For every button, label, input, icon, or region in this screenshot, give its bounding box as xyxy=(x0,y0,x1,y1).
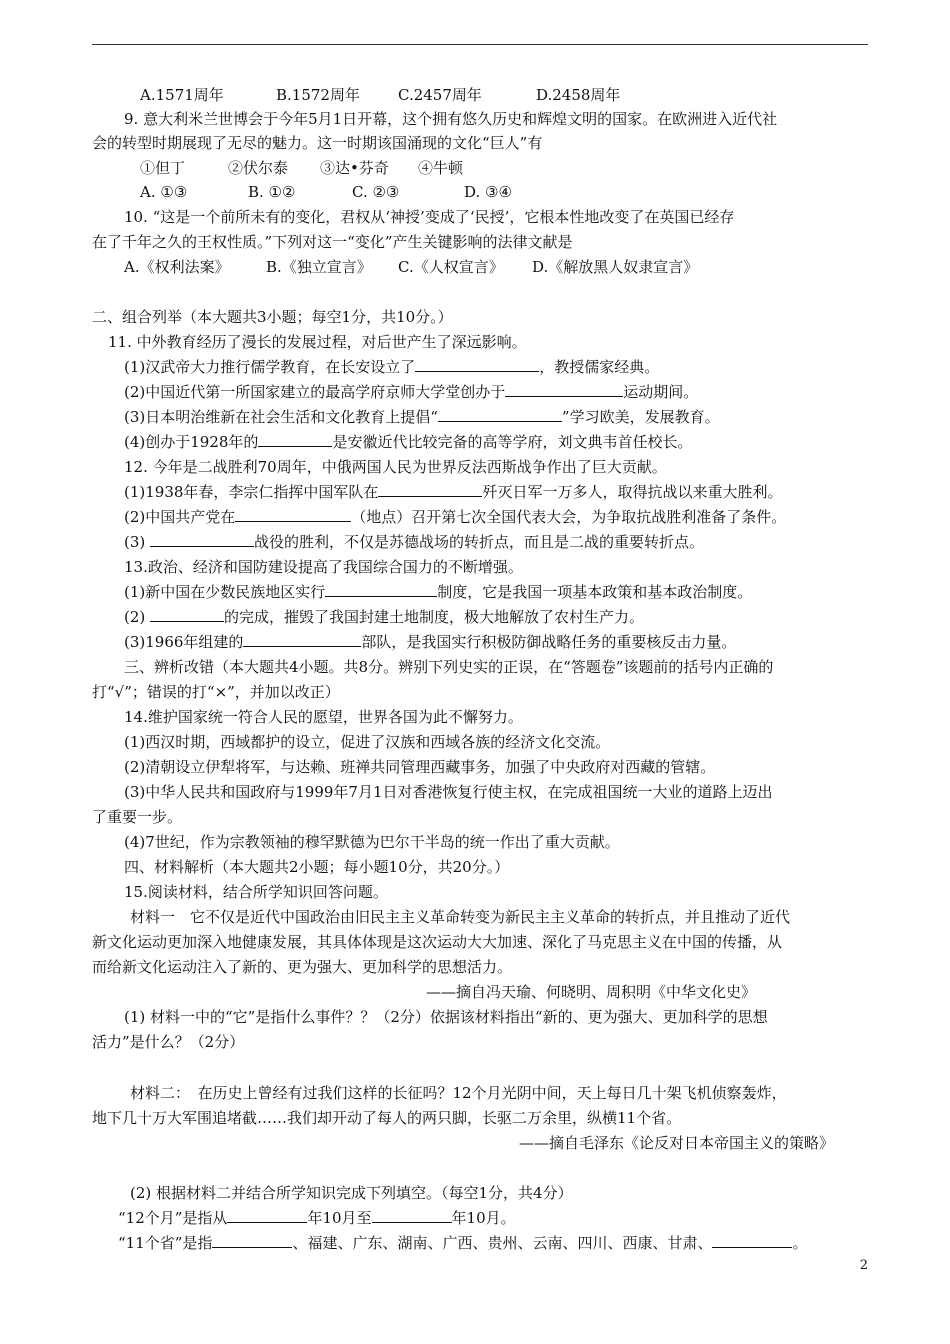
statement: (3)中华人民共和国政府与1999年7月1日对香港恢复行使主权，在完成祖国统一大业的道路上迈出 xyxy=(124,783,773,801)
fill-blank-line: “12个月”是指从 年10月至 年10月。 xyxy=(118,1209,516,1227)
fill-blank-line: (1)1938年春，李宗仁指挥中国军队在 歼灭日军一万多人，取得抗战以来重大胜利。 xyxy=(124,483,783,501)
q10-line: 在了千年之久的王权性质。”下列对这一“变化”产生关键影响的法律文献是 xyxy=(92,233,573,251)
q8-options: A.1571周年 B.1572周年 C.2457周年 D.2458周年 xyxy=(140,86,621,104)
fill-blank-line: (1)汉武帝大力推行儒学教育，在长安设立了 ，教授儒家经典。 xyxy=(124,358,660,376)
question: (1) 材料一中的“它”是指什么事件？？（2分）依据该材料指出“新的、更为强大、更加科学的思想 xyxy=(124,1008,768,1026)
fill-blank-line: (3) 战役的胜利，不仅是苏德战场的转折点，而且是二战的重要转折点。 xyxy=(124,533,705,551)
section-heading: 二、组合列举（本大题共3小题；每空1分，共10分。） xyxy=(92,308,453,326)
answer-blank xyxy=(150,532,254,547)
answer-blank xyxy=(227,1208,307,1223)
material-source: ——摘自毛泽东《论反对日本帝国主义的策略》 xyxy=(519,1134,835,1152)
q10-line: 10. “这是一个前所未有的变化，君权从‘神授’变成了‘民授’，它根本性地改变了在英国已经存 xyxy=(124,208,735,226)
question: 14.维护国家统一符合人民的愿望，世界各国为此不懈努力。 xyxy=(124,708,523,726)
q9-options: A. ①③ B. ①② C. ②③ D. ③④ xyxy=(140,183,512,201)
q9-items: ①但丁 ②伏尔泰 ③达•芬奇 ④牛顿 xyxy=(140,159,464,177)
answer-blank xyxy=(243,632,361,647)
answer-blank xyxy=(378,482,482,497)
page-number: 2 xyxy=(859,1258,868,1273)
question: 15.阅读材料，结合所学知识回答问题。 xyxy=(124,883,388,901)
statement: 了重要一步。 xyxy=(92,808,183,826)
answer-blank xyxy=(258,432,332,447)
section-heading: 三、辨析改错（本大题共4小题。共8分。辨别下列史实的正误，在“答题卷”该题前的括号内正确的 xyxy=(124,658,774,676)
q9-line: 9. 意大利米兰世博会于今年5月1日开幕，这个拥有悠久历史和辉煌文明的国家。在欧洲进入近代社 xyxy=(124,110,778,128)
answer-blank xyxy=(505,382,623,397)
answer-blank xyxy=(438,407,562,422)
answer-blank xyxy=(415,357,539,372)
fill-blank-line: (3)日本明治维新在社会生活和文化教育上提倡“ ”学习欧美，发展教育。 xyxy=(124,408,720,426)
section-heading: 四、材料解析（本大题共2小题；每小题10分，共20分。） xyxy=(124,858,510,876)
fill-blank-line: (2)中国共产党在 （地点）召开第七次全国代表大会，为争取抗战胜利准备了条件。 xyxy=(124,508,787,526)
material-text: 材料二： 在历史上曾经有过我们这样的长征吗？12个月光阴中间，天上每日几十架飞机侦察轰炸， xyxy=(130,1084,787,1102)
answer-blank xyxy=(325,582,437,597)
q9-line: 会的转型时期展现了无尽的魅力。这一时期该国涌现的文化“巨人”有 xyxy=(92,134,543,152)
question: 13.政治、经济和国防建设提高了我国综合国力的不断增强。 xyxy=(124,558,523,576)
question: 11. 中外教育经历了漫长的发展过程，对后世产生了深远影响。 xyxy=(108,333,527,351)
q10-options: A.《权利法案》 B.《独立宣言》 C.《人权宣言》 D.《解放黑人奴隶宣言》 xyxy=(124,258,699,276)
material-source: ——摘自冯天瑜、何晓明、周积明《中华文化史》 xyxy=(426,983,757,1001)
fill-blank-line: “11个省”是指 、福建、广东、湖南、广西、贵州、云南、四川、西康、甘肃、 。 xyxy=(118,1234,808,1252)
answer-blank xyxy=(372,1208,452,1223)
answer-blank xyxy=(212,1233,292,1248)
statement: (2)清朝设立伊犁将军，与达赖、班禅共同管理西藏事务，加强了中央政府对西藏的管辖。 xyxy=(124,758,716,776)
fill-blank-line: (3)1966年组建的 部队，是我国实行积极防御战略任务的重要核反击力量。 xyxy=(124,633,737,651)
statement: (1)西汉时期，西域都护的设立，促进了汉族和西域各族的经济文化交流。 xyxy=(124,733,611,751)
answer-blank xyxy=(150,607,224,622)
section-heading: 打“√”；错误的打“×”，并加以改正） xyxy=(92,683,340,701)
fill-blank-line: (2)中国近代第一所国家建立的最高学府京师大学堂创办于 运动期间。 xyxy=(124,383,699,401)
question: 活力”是什么？（2分） xyxy=(92,1033,245,1051)
fill-blank-line: (2) 的完成，摧毁了我国封建土地制度，极大地解放了农村生产力。 xyxy=(124,608,645,626)
material-text: 材料一 它不仅是近代中国政治由旧民主主义革命转变为新民主主义革命的转折点，并且推动了近代 xyxy=(130,908,791,926)
header-rule xyxy=(92,44,868,45)
question: (2) 根据材料二并结合所学知识完成下列填空。（每空1分，共4分） xyxy=(130,1184,573,1202)
material-text: 地下几十万大军围追堵截……我们却开动了每人的两只脚，长驱二万余里，纵横11个省。 xyxy=(92,1109,682,1127)
material-text: 而给新文化运动注入了新的、更为强大、更加科学的思想活力。 xyxy=(92,958,513,976)
material-text: 新文化运动更加深入地健康发展，其具体体现是这次运动大大加速、深化了马克思主义在中国的传播，从 xyxy=(92,933,783,951)
question: 12. 今年是二战胜利70周年，中俄两国人民为世界反法西斯战争作出了巨大贡献。 xyxy=(124,458,667,476)
fill-blank-line: (4)创办于1928年的 是安徽近代比较完备的高等学府，刘文典韦首任校长。 xyxy=(124,433,693,451)
answer-blank xyxy=(235,507,351,522)
answer-blank xyxy=(712,1233,792,1248)
statement: (4)7世纪，作为宗教领袖的穆罕默德为巴尔干半岛的统一作出了重大贡献。 xyxy=(124,833,620,851)
fill-blank-line: (1)新中国在少数民族地区实行 制度，它是我国一项基本政策和基本政治制度。 xyxy=(124,583,753,601)
